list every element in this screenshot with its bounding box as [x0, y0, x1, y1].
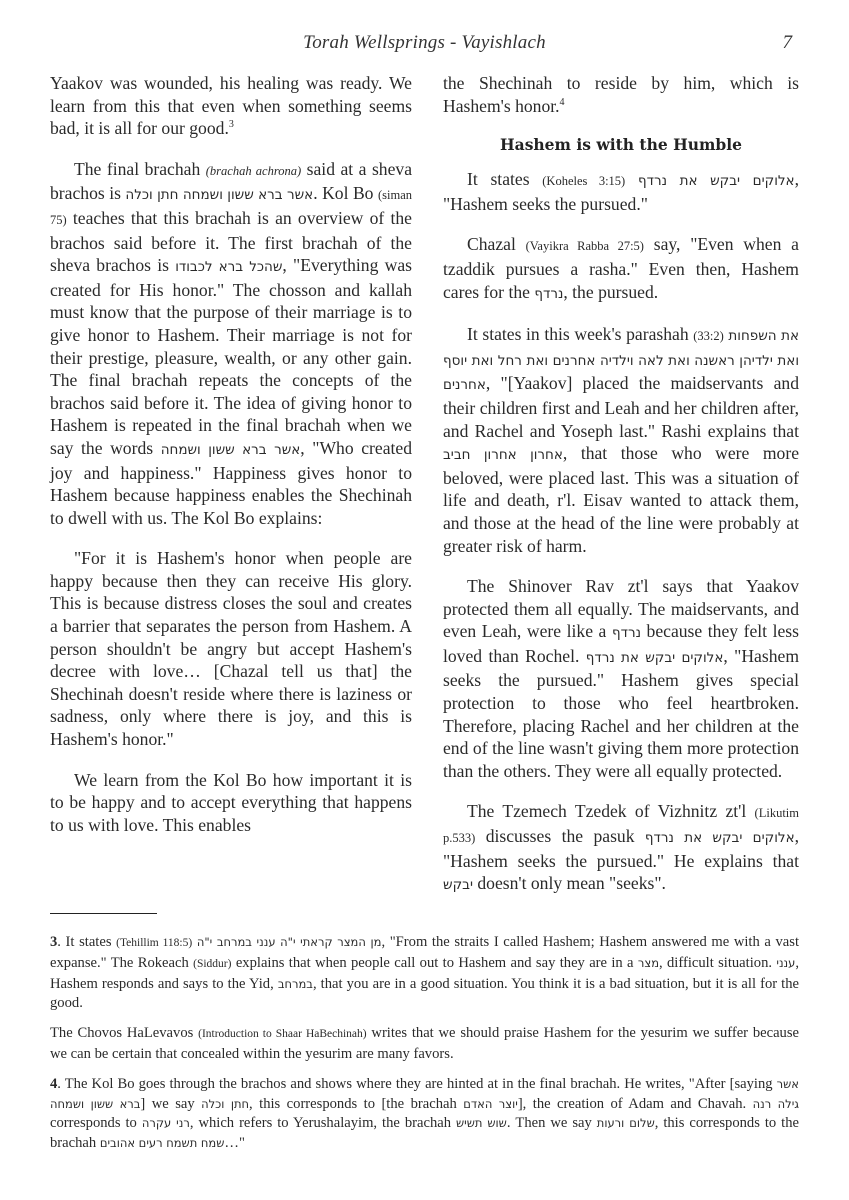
hebrew-text: את השפחות ואת ילדיהן ראשנה ואת לאה וילדיה אחרנים ואת רחל ואת יוסף אחרנים [443, 328, 799, 394]
text-run: , "Hashem seeks the pursued." Hashem gives special protection to those who feel heartbroken. Therefore, placing Rachel and her children at the end of the line wasn't giving them more protection than the others. They were all equally protected. [443, 645, 799, 781]
footnotes [50, 933, 799, 1164]
text-run: . Kol Bo [313, 183, 378, 204]
reference: (Vayikra Rabba 27:5) [525, 239, 644, 254]
reference: (Likutim p.533) [443, 806, 799, 846]
text-run: because they felt less loved than Rochel. [443, 621, 799, 666]
text-run: , that those who were more beloved, were placed last. This was a situation of life and death, r'l. Eisav wanted to attack them, and those at the head of the line were probably at greater risk of harm. [443, 443, 800, 556]
footnote-number: 3 [50, 934, 58, 950]
text-run: explains that when people call out to Hashem and say they are in a [231, 954, 638, 971]
hebrew-text: אלוקים יבקש את נרדף [637, 173, 795, 190]
footnote-3-continued [50, 1024, 799, 1065]
hebrew-text: נרדף [534, 285, 564, 302]
text-run: Chazal [467, 234, 526, 255]
text-run: teaches that this brachah is an overview of the brachos said before it. The first brachah of the sheva brachos is [50, 207, 412, 276]
footnote-3 [50, 933, 799, 1014]
hebrew-text: שוש תשיש [455, 1116, 507, 1131]
hebrew-text: גילה רנה [752, 1096, 800, 1111]
paragraph: We learn from the Kol Bo how important it is to be happy and to accept everything that happens to us with love. This enables [50, 769, 412, 835]
reference: (33:2) [693, 329, 724, 344]
hebrew-text: חתן וכלה [201, 1096, 250, 1111]
left-column [50, 72, 412, 854]
text-run: discusses the pasuk [475, 826, 645, 847]
footnote-4 [50, 1075, 799, 1154]
text-run: corresponds to [50, 1115, 142, 1132]
text-run: It states [467, 169, 543, 190]
paragraph-text: the Shechinah to reside by him, which is Hashem's honor. [443, 73, 799, 116]
hebrew-text: אשר ברא ששון ושמחה [50, 1076, 799, 1111]
text-run: , "Who created joy and happiness." Happiness gives honor to Hashem because happiness enables the Shechinah to dwell with us. The Kol Bo explains: [50, 437, 413, 528]
text-run: said at a sheva brachos is [50, 158, 413, 204]
text-run: , "From the straits I called Hashem; Hashem answered me with a vast expanse." The Rokeach [50, 934, 799, 971]
paragraph [443, 168, 799, 215]
text-run: say, "Even when a tzaddik pursues a rasha." Even then, Hashem cares for the [443, 234, 799, 302]
footnote-marker[interactable]: 4 [559, 96, 565, 108]
text-run: , "[Yaakov] placed the maidservants and their children first and Leah and her children after, and Rachel and Yoseph last." Rashi explains that [443, 373, 799, 441]
text-run: doesn't only mean "seeks". [472, 873, 666, 894]
paragraph [50, 158, 412, 530]
text-run: , difficult situation. [659, 954, 777, 971]
paragraph [443, 800, 799, 896]
right-column [443, 72, 799, 915]
paragraph [443, 575, 799, 782]
section-heading: Hashem is with the Humble [500, 135, 742, 155]
text-run: . The Kol Bo goes through the brachos and shows where they are hinted at in the final brachah. He writes, "After [saying [57, 1075, 777, 1092]
text-run: , Hashem responds and says to the Yid, [50, 954, 800, 992]
hebrew-text: יבקש [443, 877, 473, 894]
text-run: writes that we should praise Hashem for the yesurim we suffer because we can be certain that concealed within the yesurim are many favors. [50, 1025, 800, 1062]
text-run: …" [224, 1135, 245, 1152]
text-run: The Shinover Rav zt'l says that Yaakov protected them all equally. The maidservants, and even Leah, were like a [443, 576, 799, 642]
page-header [0, 30, 849, 60]
text-run: The Tzemech Tzedek of Vizhnitz zt'l [467, 801, 755, 822]
hebrew-text: ענני [776, 955, 796, 970]
hebrew-text: יוצר האדם [463, 1096, 518, 1111]
paragraph [50, 72, 412, 140]
text-run: ] we say [140, 1095, 202, 1112]
text-run: The final brachah [74, 158, 206, 179]
reference: (Siddur) [193, 957, 232, 970]
text-run: It states in this week's parashah [467, 324, 694, 345]
reference: (Tehillim 118:5) [116, 937, 193, 949]
hebrew-text: נרדף [611, 625, 641, 642]
hebrew-text: רני עקרה [141, 1116, 190, 1131]
paragraph-text: Yaakov was wounded, his healing was ready. We learn from this that even when something seems bad, it is all for our good. [50, 73, 412, 139]
hebrew-text: מצר [637, 955, 660, 970]
hebrew-text: אלוקים יבקש את נרדף [585, 649, 724, 666]
quote-paragraph: "For it is Hashem's honor when people are happy because then they can receive His glory. This is because distress closes the soul and creates a barrier that separates the person from Hashem. A person shouldn't be angry but accept Hashem's decree with love… [Chazal tell us that] the Shechinah doesn't reside where there is laziness or sadness, only where there is joy, and this is Hashem's honor." [50, 548, 412, 750]
hebrew-text: אשר ברא ששון ושמחה [160, 441, 301, 458]
text-run: . It states [57, 934, 117, 950]
text-run: , "Everything was created for His honor." The chosson and kallah must know that the purpose of their marriage is to give honor to Hashem. Their marriage is not for their prestige, pleasure, wealth, or any other gain. The final brachah repeats the concepts of the brachos said before it. The idea of giving honor to Hashem is repeated in the final brachah when we say the words [50, 255, 412, 458]
reference: (Introduction to Shaar HaBechinah) [198, 1028, 367, 1041]
text-run: ], the creation of Adam and Chavah. [517, 1095, 753, 1112]
running-title: Torah Wellsprings - Vayishlach [303, 32, 546, 53]
text-run: , "Hashem seeks the pursued." He explains that [443, 826, 799, 871]
hebrew-text: אלוקים יבקש את נרדף [644, 830, 795, 847]
reference: (siman 75) [50, 188, 412, 227]
hebrew-text: במרחב [277, 976, 313, 991]
text-run: , "Hashem seeks the pursued." [443, 169, 799, 214]
footnote-marker[interactable]: 3 [228, 119, 234, 131]
hebrew-text: שמח תשמח רעים אהובים [99, 1136, 225, 1151]
paragraph [443, 323, 799, 557]
reference: (Koheles 3:15) [542, 174, 626, 189]
text-run: , that you are in a good situation. You think it is a bad situation, but it is all for the good. [50, 975, 800, 1012]
paragraph [443, 233, 799, 305]
hebrew-text: מן המצר קראתי י"ה ענני במרחב י"ה [196, 935, 382, 949]
text-run: , this corresponds to the brachah [50, 1115, 800, 1152]
text-run: The Chovos HaLevavos [50, 1025, 199, 1042]
reference: (brachah achrona) [205, 163, 302, 178]
text-run: , this corresponds to [the brachah [249, 1095, 464, 1112]
footnote-number: 4 [50, 1075, 58, 1092]
hebrew-text: שהכל ברא לכבודו [175, 259, 283, 276]
hebrew-text: שלום ורעות [596, 1116, 655, 1131]
hebrew-text: אשר ברא ששון ושמחה חתן וכלה [125, 187, 314, 204]
page-number: 7 [782, 32, 792, 53]
footnote-divider [50, 913, 157, 914]
paragraph [443, 72, 799, 117]
hebrew-text: אחרון אחרון חביב [443, 447, 563, 464]
text-run: . Then we say [506, 1115, 597, 1132]
text-run: , which refers to Yerushalayim, the brachah [189, 1115, 456, 1132]
text-run: , the pursued. [563, 281, 659, 302]
